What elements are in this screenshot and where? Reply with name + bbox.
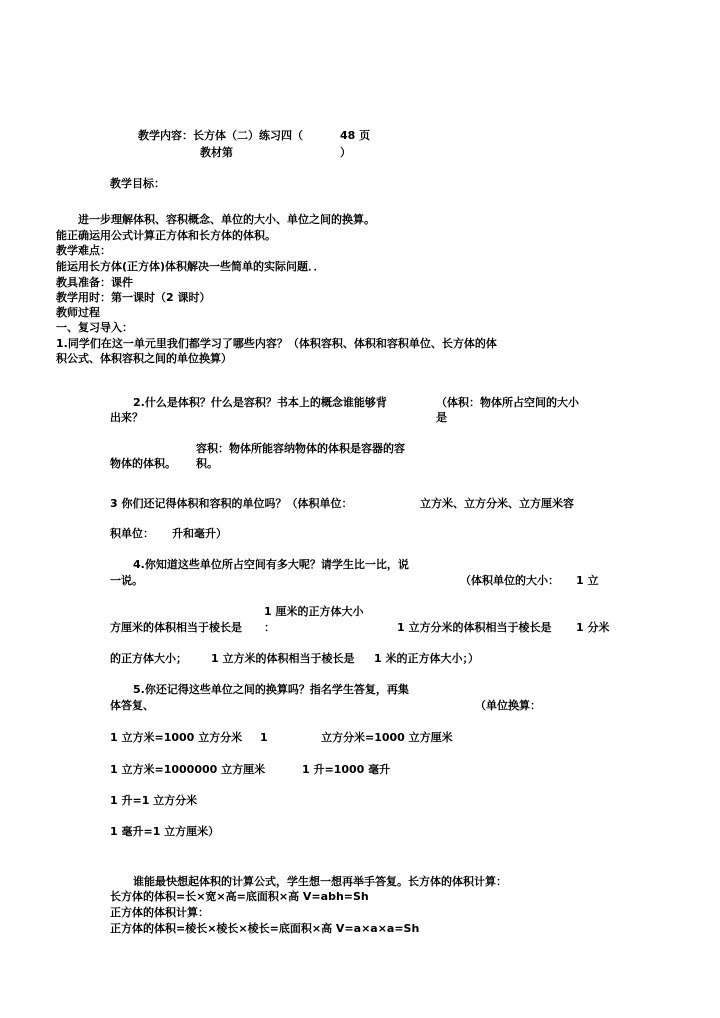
q4-line-4: 1 厘米的正方体大小 — [264, 605, 364, 618]
difficulty-text: 能运用长方体(正方体)体积解决一些简单的实际问题．． — [56, 260, 325, 273]
q2-answer-b: 是 — [436, 411, 447, 424]
conversion-2a: 1 立方米=1000000 立方厘米 — [110, 763, 266, 776]
q4-line-5d: 1 分米 — [576, 621, 610, 634]
q2-question-a: 2.什么是体积？什么是容积？书本上的概念谁能够背 — [133, 396, 387, 409]
q4-line-5b: ： — [264, 621, 275, 634]
q4-line-5c: 1 立方分米的体积相当于棱长是 — [397, 621, 552, 634]
q2-answer-e: 积。 — [196, 457, 218, 470]
difficulty-label: 教学难点： — [56, 244, 111, 257]
formula-cube-label: 正方体的体积计算： — [110, 906, 209, 919]
q2-answer-c: 容积：物体所能容纳物体的体积是容器的容 — [196, 442, 405, 455]
objectives-label: 教学目标： — [110, 177, 165, 190]
q1-line-1: 1.同学们在这一单元里我们都学习了哪些内容？（体积容积、体积和容积单位、长方体的体 — [56, 337, 497, 350]
q3-line-1b: 立方米、立方分米、立方厘米容 — [420, 497, 574, 510]
q4-line-1: 4.你知道这些单位所占空间有多大呢？请学生比一比，说 — [133, 558, 409, 571]
q4-line-6c: 1 米的正方体大小；） — [374, 652, 479, 665]
q2-answer-d: 物体的体积。 — [110, 457, 176, 470]
q3-line-2b: 升和毫升） — [172, 527, 227, 540]
formula-intro: 谁能最快想起体积的计算公式，学生想一想再举手答复。长方体的体积计算： — [133, 875, 507, 888]
q5-line-3: （单位换算： — [475, 699, 541, 712]
tools-text: 教具准备：课件 — [56, 276, 133, 289]
q1-line-2: 积公式、体积容积之间的单位换算） — [56, 352, 232, 365]
q5-line-2: 体答复、 — [110, 699, 154, 712]
q4-line-6b: 1 立方米的体积相当于棱长是 — [211, 652, 355, 665]
q2-question-b: 出来？ — [110, 411, 143, 424]
q4-line-3: （体积单位的大小： — [460, 574, 559, 587]
conversion-3: 1 升=1 立方分米 — [110, 794, 198, 807]
q5-line-1: 5.你还记得这些单位之间的换算吗？指名学生答复，再集 — [133, 683, 409, 696]
conversion-1a: 1 立方米=1000 立方分米 — [110, 731, 243, 744]
q4-line-6a: 的正方体大小； — [110, 652, 187, 665]
q2-answer-a: （体积：物体所占空间的大小 — [436, 396, 579, 409]
q3-line-1a: 3 你们还记得体积和容积的单位吗？（体积单位： — [110, 497, 353, 510]
conversion-1b: 1 — [260, 731, 268, 744]
q4-line-2: 一说。 — [110, 574, 143, 587]
conversion-1c: 立方分米=1000 立方厘米 — [321, 731, 453, 744]
page-number: 48 页 — [340, 129, 371, 142]
objectives-line-1: 进一步理解体积、容积概念、单位的大小、单位之间的换算。 — [78, 213, 375, 226]
book-label: 教材第 — [200, 146, 233, 159]
q4-line-5a: 方厘米的体积相当于棱长是 — [110, 621, 242, 634]
close-paren: ） — [340, 146, 351, 159]
time-text: 教学用时：第一课时（2 课时） — [56, 291, 211, 304]
content-label: 教学内容：长方体（二）练习四（ — [138, 129, 303, 142]
conversion-2b: 1 升=1000 毫升 — [302, 763, 391, 776]
q3-line-2a: 积单位： — [110, 527, 154, 540]
formula-cube: 正方体的体积=棱长×棱长×棱长=底面积×高 V=a×a×a=Sh — [110, 922, 420, 935]
process-text: 教师过程 — [56, 306, 100, 319]
objectives-line-2: 能正确运用公式计算正方体和长方体的体积。 — [56, 229, 276, 242]
review-heading: 一、复习导入： — [56, 321, 133, 334]
conversion-4: 1 毫升=1 立方厘米） — [110, 825, 220, 838]
formula-cuboid: 长方体的体积=长×宽×高=底面积×高 V=abh=Sh — [110, 890, 369, 903]
q4-line-3b: 1 立 — [576, 574, 599, 587]
